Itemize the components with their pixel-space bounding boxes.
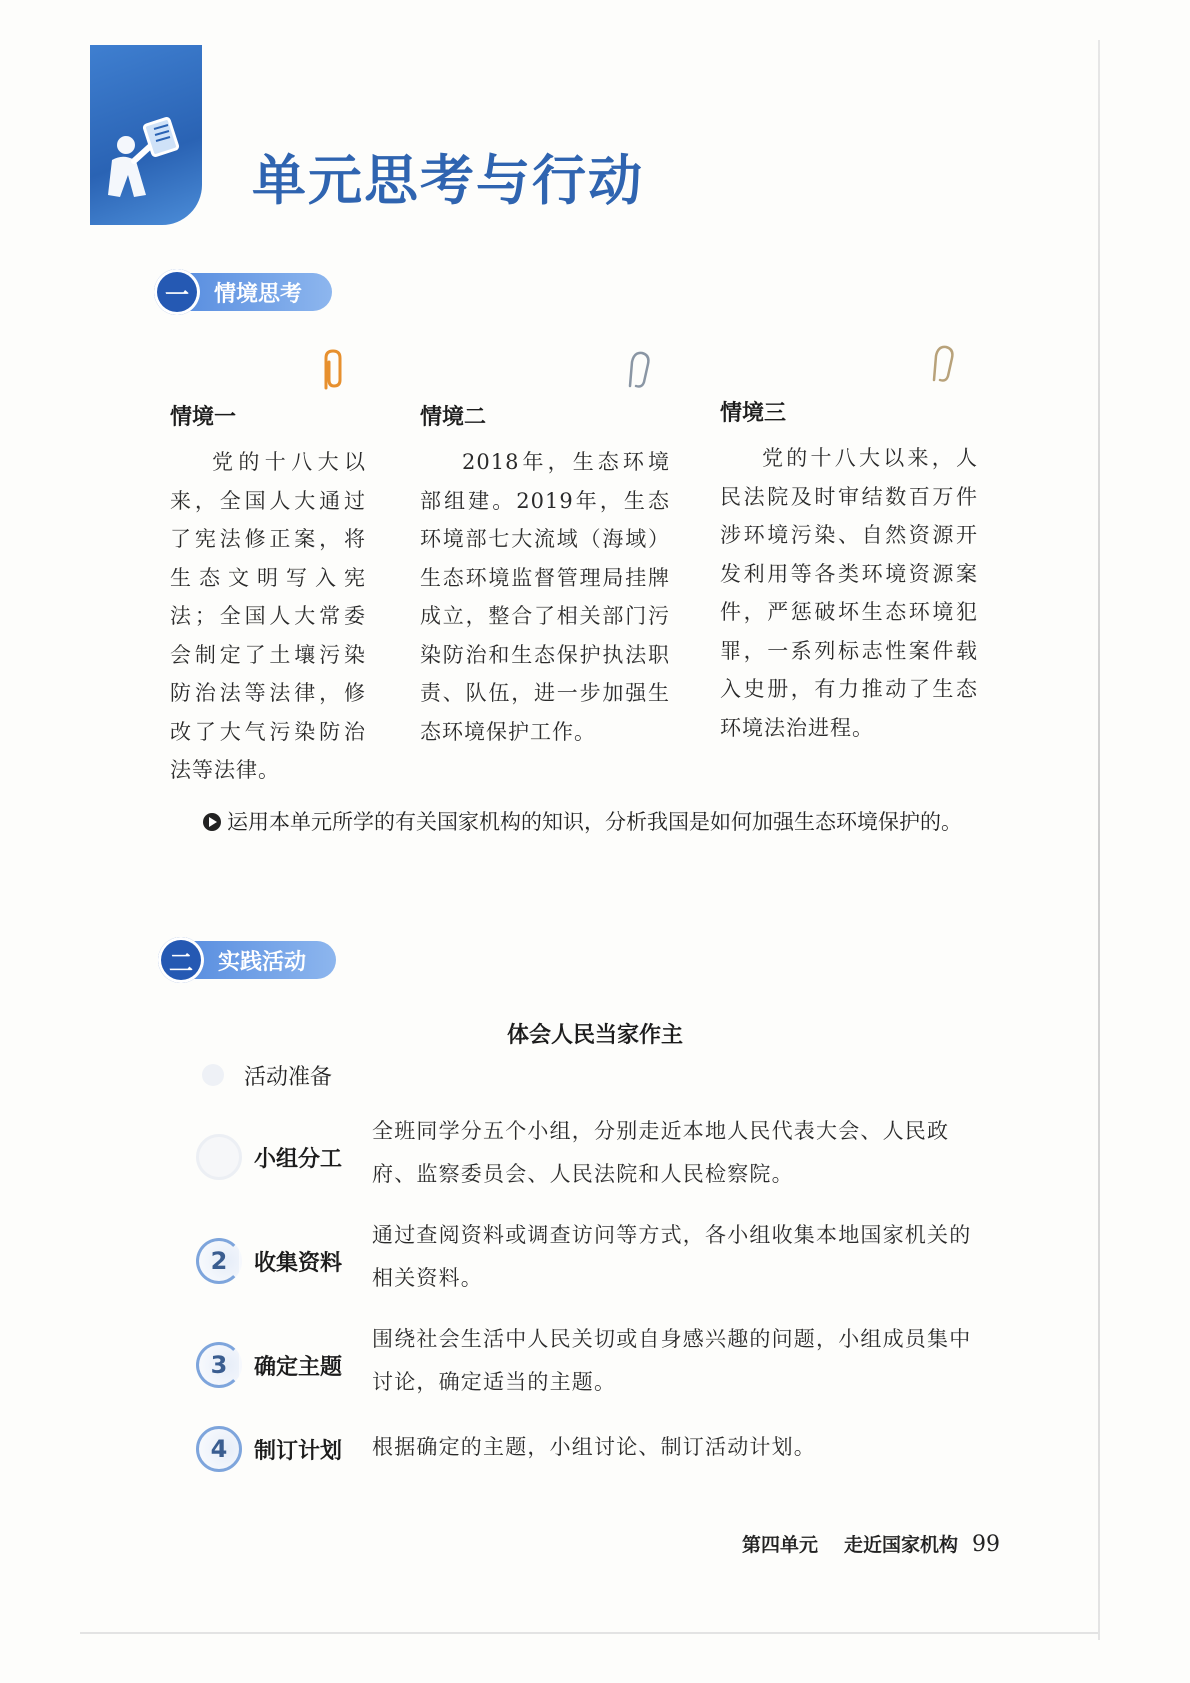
step-number: 2 (196, 1238, 242, 1284)
page-edge (1098, 40, 1100, 1640)
activity-step-1 (196, 1110, 996, 1200)
section-one-label: 情境思考 (186, 273, 332, 311)
step-text: 围绕社会生活中人民关切或自身感兴趣的问题，小组成员集中讨论，确定适当的主题。 (372, 1327, 972, 1394)
activity-prep-label: 活动准备 (244, 1065, 333, 1090)
reader-figure-icon (90, 45, 202, 225)
page-edge-bottom (80, 1632, 1098, 1634)
prep-bullet-icon (202, 1064, 224, 1086)
step-number: 4 (196, 1426, 242, 1472)
scenario-text: 党的十八大以来，全国人大通过了宪法修正案，将生态文明写入宪法；全国人大常委会制定了土壤污染防治法等法律，修改了大气污染防治法等法律。 (170, 450, 366, 782)
activity-step-2 (196, 1214, 996, 1304)
step-text: 全班同学分五个小组，分别走近本地人民代表大会、人民政府、监察委员会、人民法院和人民检察院。 (372, 1119, 950, 1186)
step-text: 通过查阅资料或调查访问等方式，各小组收集本地国家机关的相关资料。 (372, 1223, 972, 1290)
step-text: 根据确定的主题，小组讨论、制订活动计划。 (372, 1435, 816, 1459)
scenario-text: 党的十八大以来，人民法院及时审结数百万件涉环境污染、自然资源开发利用等各类环境资源案件，严惩破坏生态环境犯罪，一系列标志性案件载入史册，有力推动了生态环境法治进程。 (720, 446, 978, 740)
step-label: 小组分工 (254, 1147, 343, 1172)
activity-step-4 (196, 1426, 996, 1516)
step-label: 确定主题 (254, 1355, 343, 1380)
section-one-number: 一 (154, 269, 200, 315)
footer-unit-name: 走近国家机构 (843, 1534, 958, 1556)
scenario-text: 2018年，生态环境部组建。2019年，生态环境部七大流域（海域）生态环境监督管理局挂牌成立，整合了相关部门污染防治和生态保护执法职责、队伍，进一步加强生态环境保护工作。 (420, 450, 670, 744)
section-one-header (154, 270, 332, 314)
scenario-2 (420, 400, 670, 751)
scenario-title: 情境二 (420, 405, 487, 430)
page-footer (742, 1530, 1000, 1557)
step-number: 3 (196, 1342, 242, 1388)
paperclip-icon (622, 348, 656, 390)
thinking-question (155, 800, 975, 844)
activity-step-3 (196, 1318, 996, 1408)
paperclip-icon (316, 348, 346, 392)
question-text: 运用本单元所学的有关国家机构的知识，分析我国是如何加强生态环境保护的。 (227, 810, 962, 834)
unit-header-tab (90, 45, 202, 225)
footer-unit: 第四单元 (741, 1534, 818, 1556)
scenario-3 (720, 396, 978, 747)
scenario-1 (170, 400, 366, 790)
paperclip-icon (926, 342, 960, 384)
section-two-label: 实践活动 (190, 941, 336, 979)
activity-title: 体会人民当家作主 (506, 1023, 683, 1048)
step-label: 制订计划 (254, 1439, 343, 1464)
play-bullet-icon (203, 813, 221, 831)
section-two-number: 二 (158, 937, 204, 983)
section-two-header (158, 938, 336, 982)
step-label: 收集资料 (254, 1251, 343, 1276)
page-number: 99 (972, 1532, 1000, 1557)
scenario-title: 情境一 (170, 405, 237, 430)
scenario-title: 情境三 (720, 401, 787, 426)
page-title: 单元思考与行动 (252, 148, 644, 212)
step-number (196, 1134, 242, 1180)
